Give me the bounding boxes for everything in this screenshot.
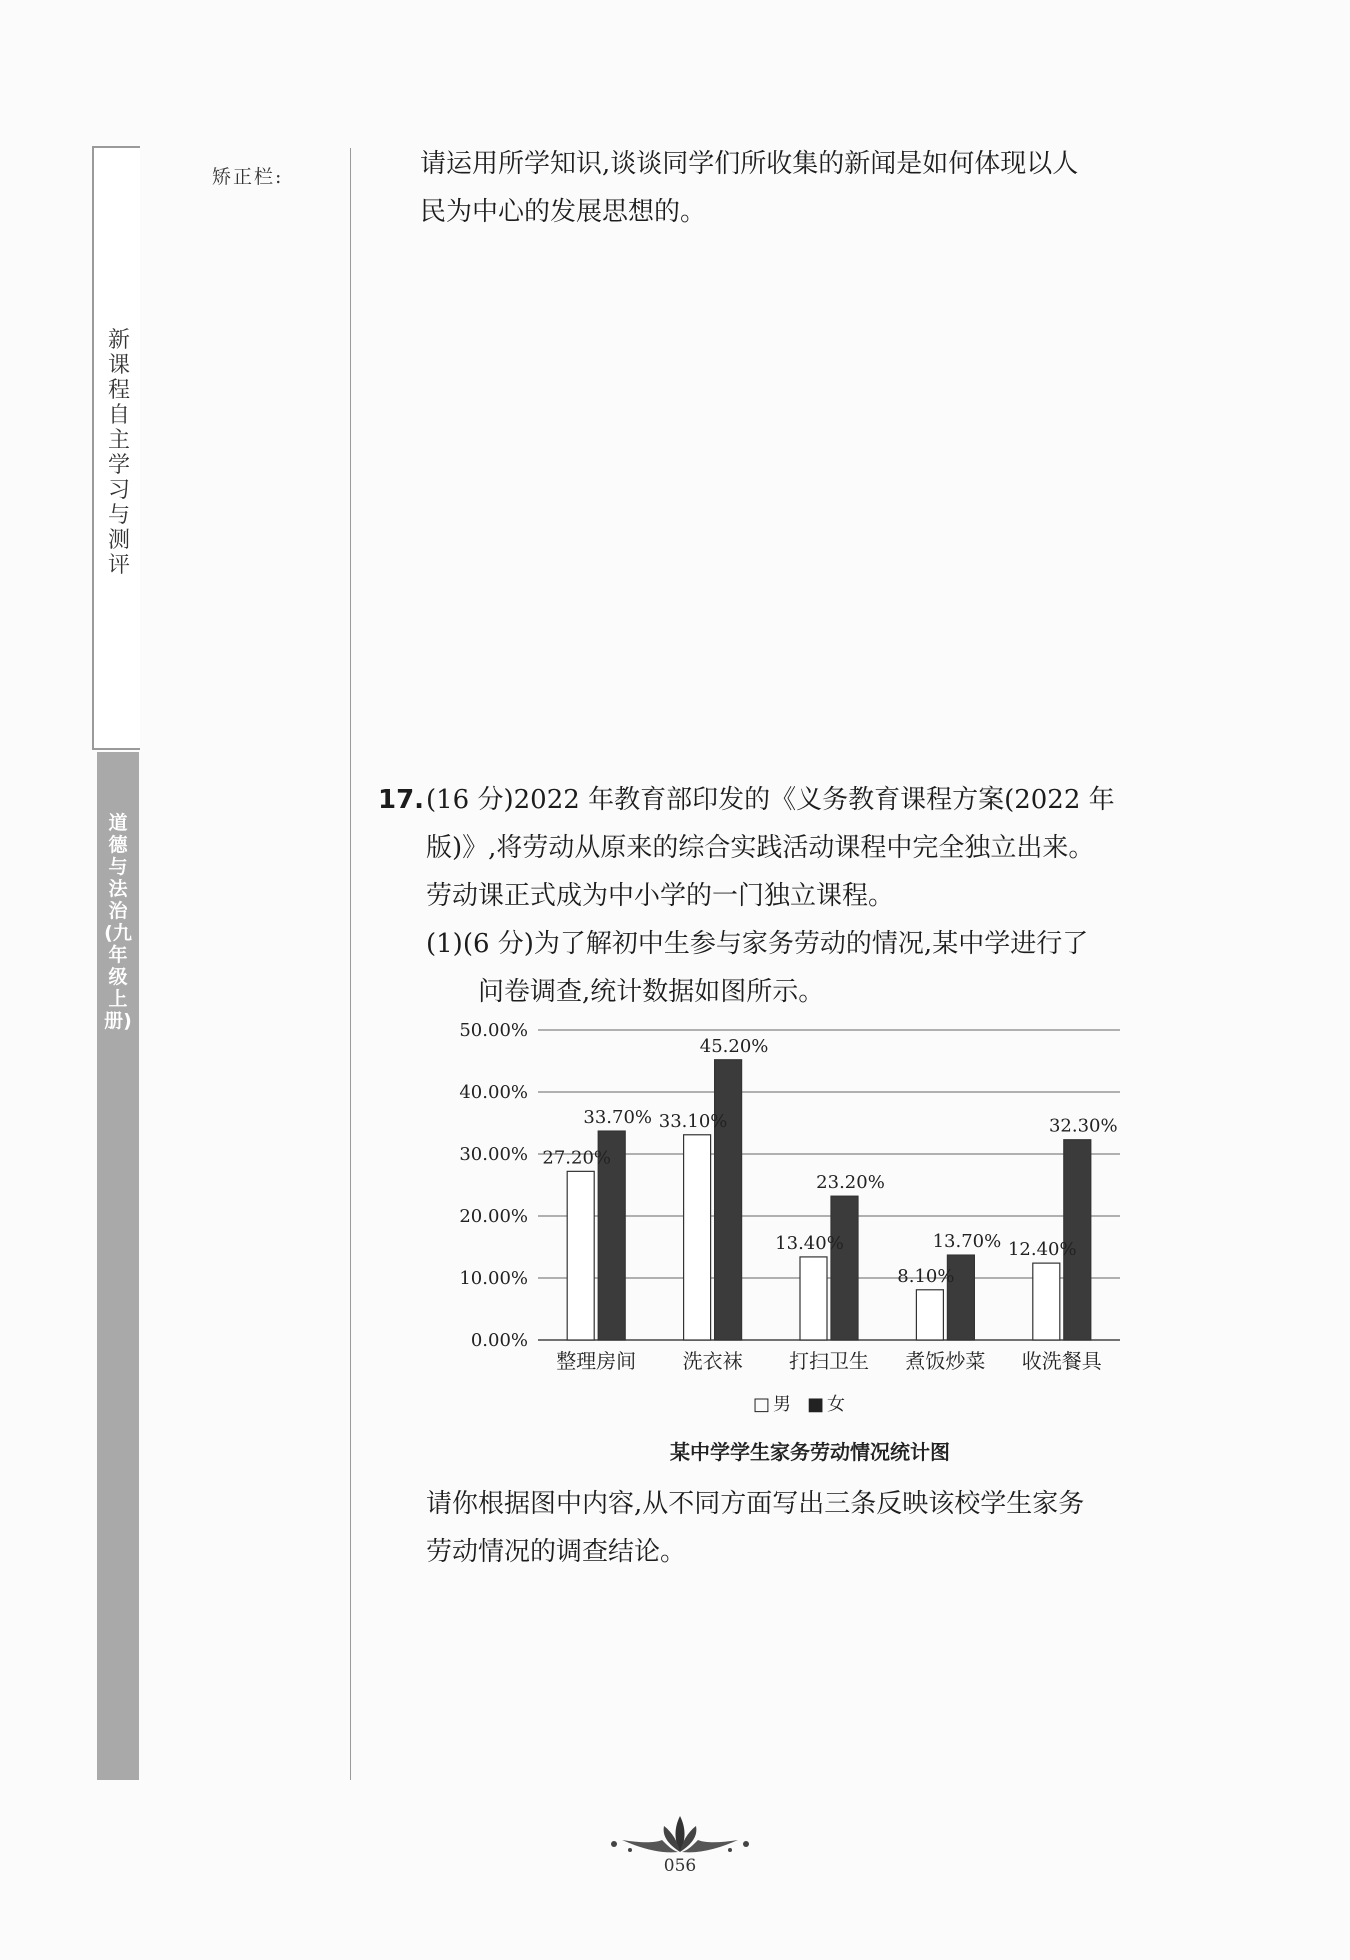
bar-male [567, 1171, 594, 1340]
q17-instruction-line-1: 请你根据图中内容,从不同方面写出三条反映该校学生家务 [426, 1489, 1085, 1519]
legend-label: 女 [827, 1394, 845, 1415]
legend-male-marker: □ [753, 1394, 771, 1415]
data-label: 12.40% [1007, 1239, 1077, 1261]
bar-chart [420, 1010, 1140, 1430]
bar-female [831, 1196, 858, 1340]
data-label: 32.30% [1048, 1115, 1118, 1137]
bar-male [1033, 1263, 1060, 1340]
question-number: 17. [378, 785, 425, 815]
data-label: 27.20% [542, 1147, 612, 1169]
x-category-label: 收洗餐具 [1021, 1349, 1102, 1373]
x-category-label: 煮饭炒菜 [905, 1349, 986, 1373]
correction-column-label: 矫正栏: [212, 166, 284, 188]
q16-line-1: 请运用所学知识,谈谈同学们所收集的新闻是如何体现以人 [420, 149, 1079, 179]
x-category-label: 打扫卫生 [789, 1349, 869, 1373]
q16-line-2: 民为中心的发展思想的。 [420, 197, 707, 227]
legend-female-marker: ■ [807, 1394, 825, 1415]
chart-title: 某中学学生家务劳动情况统计图 [670, 1440, 950, 1464]
legend-label: 男 [773, 1394, 791, 1415]
y-tick-label: 40.00% [459, 1082, 528, 1103]
q17-sub1-line-2: 问卷调查,统计数据如图所示。 [478, 977, 825, 1007]
data-label: 8.10% [897, 1265, 955, 1287]
data-label: 13.40% [775, 1232, 844, 1254]
page-number: 056 [663, 1856, 697, 1876]
q17-line-3: 劳动课正式成为中小学的一门独立课程。 [426, 881, 895, 911]
y-tick-label: 20.00% [459, 1206, 528, 1227]
data-label: 33.70% [583, 1107, 653, 1129]
data-label: 13.70% [932, 1231, 1002, 1253]
data-label: 33.10% [658, 1110, 728, 1132]
q17-instruction-line-2: 劳动情况的调查结论。 [426, 1537, 687, 1567]
subject-label: 道德与法治(九年级上册) [104, 812, 132, 1032]
data-label: 23.20% [816, 1172, 885, 1194]
bar-male [684, 1135, 711, 1340]
bar-male [800, 1257, 827, 1340]
q17-line-1: (16 分)2022 年教育部印发的《义务教育课程方案(2022 年 [426, 785, 1115, 815]
bar-female [715, 1060, 742, 1340]
data-label: 45.20% [699, 1035, 769, 1057]
correction-column-divider [350, 148, 351, 1780]
book-title: 新课程自主学习与测评 [107, 328, 130, 578]
bar-male [916, 1290, 943, 1340]
q17-sub1-line-1: (1)(6 分)为了解初中生参与家务劳动的情况,某中学进行了 [426, 929, 1089, 959]
x-category-label: 整理房间 [556, 1349, 637, 1373]
y-tick-label: 0.00% [470, 1330, 528, 1351]
y-tick-label: 50.00% [459, 1020, 528, 1041]
y-tick-label: 10.00% [459, 1268, 528, 1289]
x-category-label: 洗衣袜 [682, 1349, 743, 1373]
ornament-icon [600, 1810, 760, 1860]
y-tick-label: 30.00% [459, 1144, 528, 1165]
q17-line-2: 版)》,将劳动从原来的综合实践活动课程中完全独立出来。 [426, 833, 1095, 863]
